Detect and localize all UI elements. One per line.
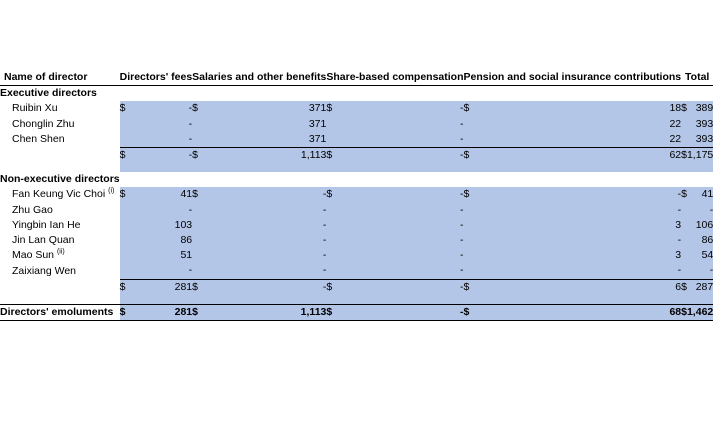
currency-symbol: $ — [192, 101, 213, 116]
currency-symbol: $ — [681, 101, 687, 116]
director-name-text: Jin Lan Quan — [12, 234, 75, 247]
currency-symbol — [326, 218, 347, 233]
cell-fees: - — [131, 148, 192, 164]
currency-symbol: $ — [120, 101, 132, 116]
cell-salaries: 1,113 — [213, 148, 327, 164]
section-nonexecutive — [0, 172, 713, 187]
currency-symbol: $ — [192, 279, 213, 295]
currency-symbol — [464, 248, 497, 263]
director-name-text: Chonglin Zhu — [12, 117, 75, 130]
subtotal-label — [0, 148, 120, 164]
currency-symbol — [464, 218, 497, 233]
table-row — [0, 263, 713, 279]
cell-fees: - — [131, 117, 192, 132]
currency-symbol — [192, 263, 213, 279]
currency-symbol: $ — [326, 101, 347, 116]
cell-pension: 18 — [497, 101, 681, 116]
currency-symbol — [120, 248, 132, 263]
cell-salaries: 371 — [213, 117, 327, 132]
cell-salaries: - — [213, 263, 327, 279]
cell-pension: 22 — [497, 117, 681, 132]
cell-share: - — [347, 187, 463, 202]
table-row — [0, 248, 713, 263]
header-pension: Pension and social insurance contributions — [464, 70, 682, 86]
currency-symbol: $ — [120, 187, 132, 202]
cell-share: - — [347, 132, 463, 148]
cell-pension: 68 — [497, 304, 681, 320]
cell-salaries: - — [213, 233, 327, 248]
grand-total-row — [0, 304, 713, 320]
currency-symbol — [120, 233, 132, 248]
cell-total: - — [687, 263, 713, 279]
cell-salaries: 371 — [213, 101, 327, 116]
currency-symbol — [326, 263, 347, 279]
director-name — [0, 101, 120, 116]
director-name-text: Fan Keung Vic Choi — [12, 188, 106, 201]
currency-symbol: $ — [681, 304, 687, 320]
table-row — [0, 218, 713, 233]
header-row — [0, 70, 713, 86]
currency-symbol — [120, 263, 132, 279]
cell-share: - — [347, 117, 463, 132]
table-row — [0, 203, 713, 218]
table-row — [0, 117, 713, 132]
currency-symbol — [326, 203, 347, 218]
currency-symbol: $ — [681, 279, 687, 295]
cell-pension: 3 — [497, 248, 681, 263]
currency-symbol: $ — [192, 187, 213, 202]
currency-symbol: $ — [326, 304, 347, 320]
cell-fees: - — [131, 203, 192, 218]
cell-fees: - — [131, 101, 192, 116]
currency-symbol: $ — [326, 187, 347, 202]
executive-subtotal-row — [0, 148, 713, 164]
cell-share: - — [347, 263, 463, 279]
currency-symbol — [464, 233, 497, 248]
cell-pension: - — [497, 233, 681, 248]
director-name — [0, 233, 120, 248]
cell-pension: - — [497, 203, 681, 218]
footnote-ref: (i) — [108, 187, 115, 195]
cell-fees: 281 — [131, 279, 192, 295]
currency-symbol: $ — [326, 148, 347, 164]
currency-symbol: $ — [681, 187, 687, 202]
table-row — [0, 101, 713, 116]
grand-total-label — [0, 304, 120, 320]
currency-symbol — [120, 203, 132, 218]
currency-symbol: $ — [464, 101, 497, 116]
cell-salaries: - — [213, 187, 327, 202]
cell-pension: - — [497, 263, 681, 279]
director-name — [0, 248, 120, 263]
director-name — [0, 263, 120, 279]
currency-symbol — [192, 233, 213, 248]
cell-total: 106 — [687, 218, 713, 233]
director-name — [0, 117, 120, 132]
currency-symbol — [464, 263, 497, 279]
currency-symbol: $ — [326, 279, 347, 295]
cell-salaries: 1,113 — [213, 304, 327, 320]
cell-share: - — [347, 279, 463, 295]
section-executive — [0, 86, 713, 102]
cell-fees: 103 — [131, 218, 192, 233]
spacer-row — [0, 163, 713, 172]
cell-fees: 281 — [131, 304, 192, 320]
header-fees: Directors' fees — [120, 70, 193, 86]
cell-pension: 3 — [497, 218, 681, 233]
cell-fees: 86 — [131, 233, 192, 248]
header-total: Total — [681, 70, 713, 86]
currency-symbol — [192, 248, 213, 263]
cell-share: - — [347, 203, 463, 218]
cell-share: - — [347, 304, 463, 320]
section-title: Executive directors — [0, 87, 97, 100]
currency-symbol: $ — [120, 148, 132, 164]
cell-fees: - — [131, 263, 192, 279]
subtotal-label — [0, 279, 120, 295]
currency-symbol — [326, 233, 347, 248]
spacer-row — [0, 295, 713, 305]
currency-symbol: $ — [464, 187, 497, 202]
cell-fees: - — [131, 132, 192, 148]
cell-salaries: - — [213, 248, 327, 263]
currency-symbol: $ — [192, 304, 213, 320]
director-name — [0, 203, 120, 218]
director-name-text: Directors' emoluments — [0, 305, 114, 318]
cell-salaries: - — [213, 218, 327, 233]
currency-symbol — [120, 132, 132, 148]
cell-share: - — [347, 248, 463, 263]
header-share: Share-based compensation — [326, 70, 463, 86]
section-title: Non-executive directors — [0, 173, 120, 186]
cell-total: 393 — [687, 132, 713, 148]
cell-total: 393 — [687, 117, 713, 132]
currency-symbol — [326, 117, 347, 132]
cell-total: 41 — [687, 187, 713, 202]
table-row — [0, 132, 713, 148]
cell-pension: 22 — [497, 132, 681, 148]
cell-salaries: - — [213, 279, 327, 295]
director-name-text: Zaixiang Wen — [12, 264, 77, 277]
currency-symbol — [464, 132, 497, 148]
currency-symbol — [464, 203, 497, 218]
director-name-text: Zhu Gao — [12, 203, 53, 216]
currency-symbol: $ — [192, 148, 213, 164]
directors-emoluments-table — [0, 70, 713, 321]
currency-symbol: $ — [120, 304, 132, 320]
currency-symbol — [192, 132, 213, 148]
director-name-text: Yingbin Ian He — [12, 218, 81, 231]
cell-salaries: 371 — [213, 132, 327, 148]
cell-pension: - — [497, 187, 681, 202]
cell-fees: 51 — [131, 248, 192, 263]
currency-symbol: $ — [464, 148, 497, 164]
footnote-ref: (ii) — [56, 248, 65, 256]
currency-symbol: $ — [681, 148, 687, 164]
director-name-text: Ruibin Xu — [12, 102, 58, 115]
currency-symbol — [192, 117, 213, 132]
currency-symbol — [120, 117, 132, 132]
currency-symbol: $ — [120, 279, 132, 295]
cell-salaries: - — [213, 203, 327, 218]
director-name — [0, 218, 120, 233]
cell-share: - — [347, 218, 463, 233]
currency-symbol — [120, 218, 132, 233]
cell-fees: 41 — [131, 187, 192, 202]
currency-symbol — [192, 203, 213, 218]
currency-symbol — [192, 218, 213, 233]
header-name: Name of director — [0, 70, 120, 86]
cell-pension: 62 — [497, 148, 681, 164]
cell-share: - — [347, 148, 463, 164]
cell-total: 1,175 — [687, 148, 713, 164]
cell-total: 1,462 — [687, 304, 713, 320]
currency-symbol — [326, 248, 347, 263]
currency-symbol: $ — [464, 279, 497, 295]
director-name — [0, 187, 120, 202]
currency-symbol — [326, 132, 347, 148]
cell-share: - — [347, 101, 463, 116]
table-row — [0, 233, 713, 248]
nonexecutive-subtotal-row — [0, 279, 713, 295]
cell-total: 54 — [687, 248, 713, 263]
cell-pension: 6 — [497, 279, 681, 295]
cell-total: 86 — [687, 233, 713, 248]
header-salaries: Salaries and other benefits — [192, 70, 326, 86]
currency-symbol — [464, 117, 497, 132]
director-name — [0, 132, 120, 148]
currency-symbol: $ — [464, 304, 497, 320]
table-row — [0, 187, 713, 202]
cell-share: - — [347, 233, 463, 248]
director-name-text: Mao Sun — [12, 249, 55, 262]
cell-total: - — [687, 203, 713, 218]
cell-total: 287 — [687, 279, 713, 295]
cell-total: 389 — [687, 101, 713, 116]
director-name-text: Chen Shen — [12, 133, 65, 146]
